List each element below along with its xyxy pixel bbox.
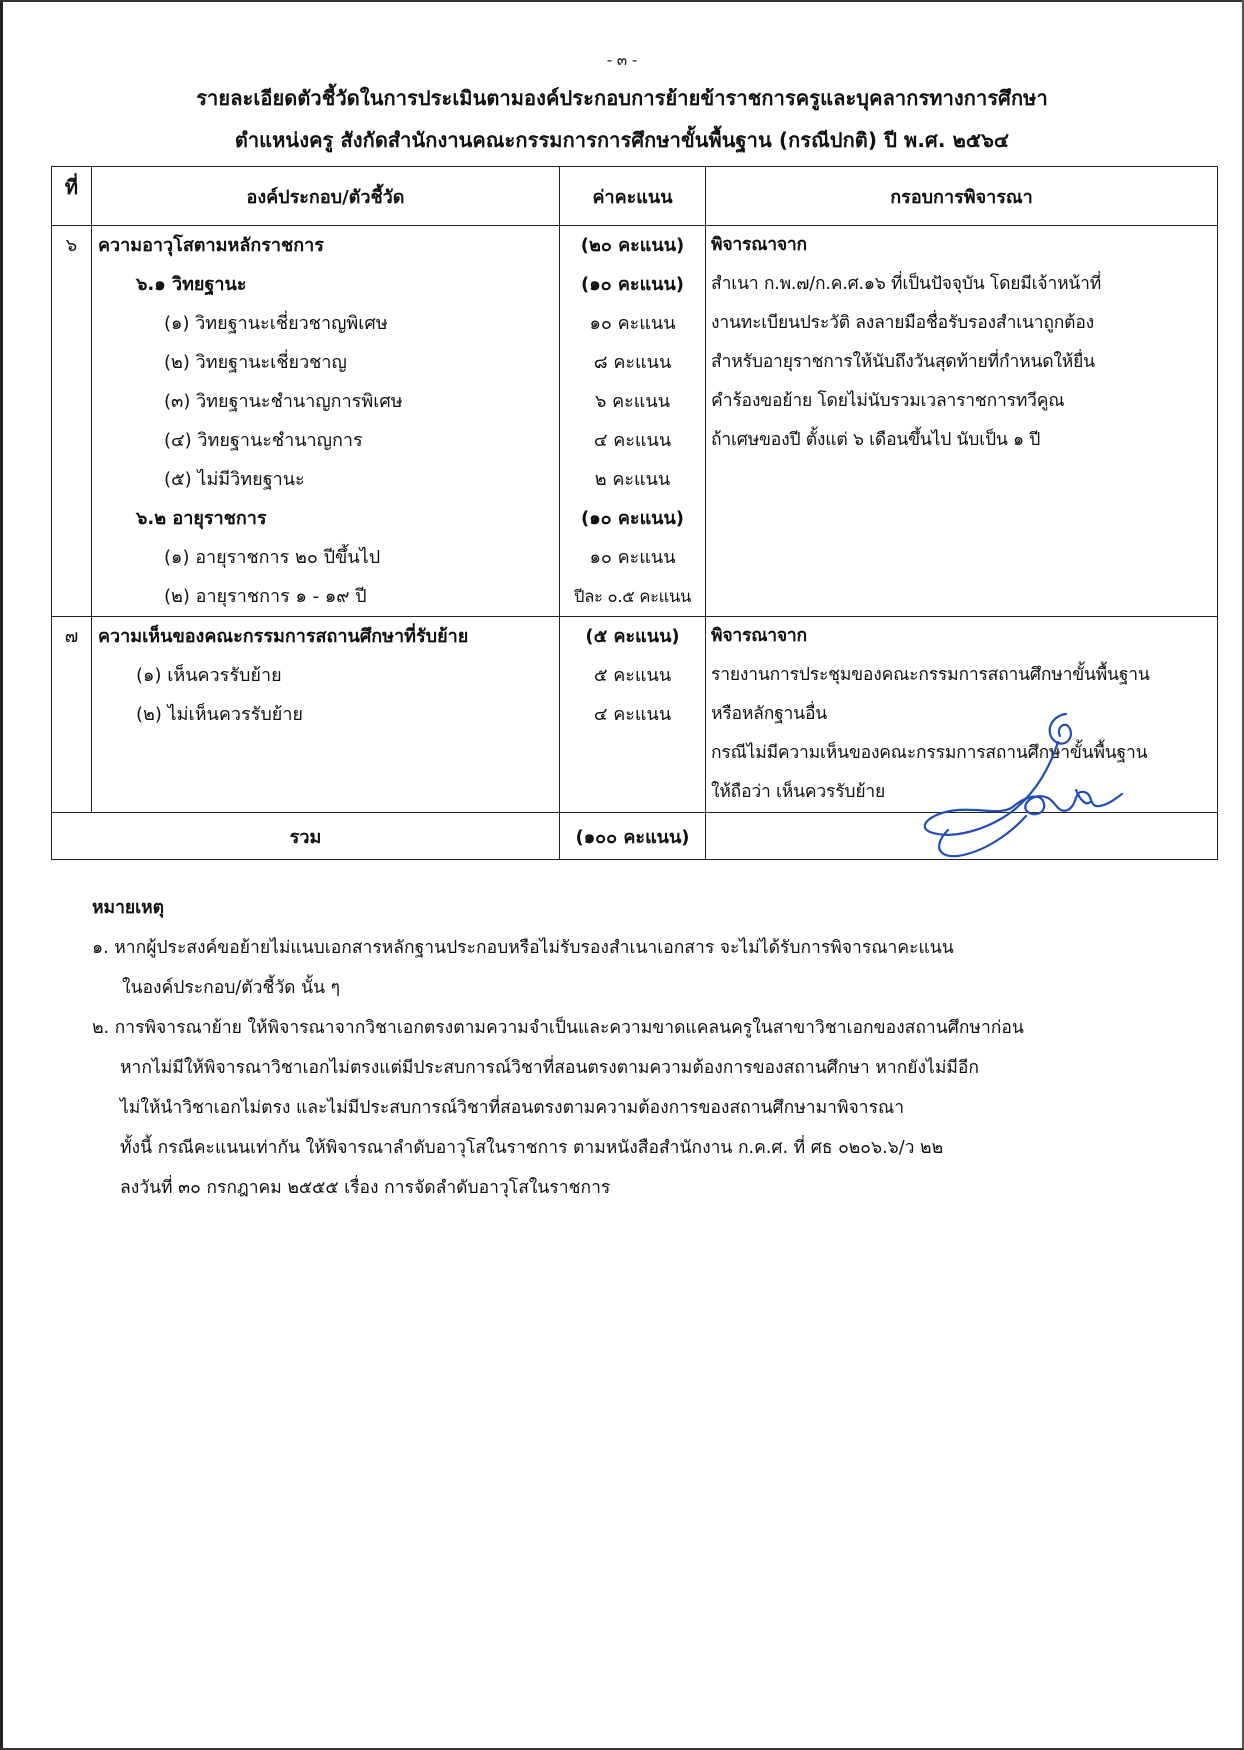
scan-edge-left [0, 0, 3, 1750]
section-7-criteria-line: รายงานการประชุมของคณะกรรมการสถานศึกษาขั้นพื้นฐาน [711, 665, 1150, 685]
section-7-component-cell [92, 617, 560, 813]
section-6-2-item: (๑) อายุราชการ ๒๐ ปีขึ้นไป [164, 547, 381, 568]
note-1-line: ในองค์ประกอบ/ตัวชี้วัด นั้น ๆ [122, 978, 340, 998]
total-label: รวม [52, 813, 560, 860]
notes-title: หมายเหตุ [92, 898, 165, 918]
header-score: ค่าคะแนน [560, 167, 706, 226]
section-7-item: (๑) เห็นควรรับย้าย [136, 665, 282, 686]
section-6-1-item-score: ๑๐ คะแนน [589, 313, 676, 334]
section-6-2-item-score: ปีละ ๐.๕ คะแนน [574, 587, 691, 606]
document-title-line-1: รายละเอียดตัวชี้วัดในการประเมินตามองค์ประกอบการย้ายข้าราชการครูและบุคลากรทางการศึกษา [196, 86, 1048, 110]
section-7-title: ความเห็นของคณะกรรมการสถานศึกษาที่รับย้าย [98, 626, 469, 647]
section-6-1-item-score: ๘ คะแนน [593, 352, 672, 373]
section-6-component-cell [92, 226, 560, 617]
section-6-2-item-score: ๑๐ คะแนน [589, 547, 676, 568]
section-6-score: (๒๐ คะแนน) [580, 235, 685, 256]
section-7-item-score: ๔ คะแนน [593, 704, 672, 725]
table-header-row [52, 167, 1218, 226]
section-6-row [52, 226, 1218, 617]
section-6-1-item: (๔) วิทยฐานะชำนาญการ [164, 430, 363, 451]
section-6-criteria-heading: พิจารณาจาก [711, 235, 807, 255]
section-6-criteria-line: ถ้าเศษของปี ตั้งแต่ ๖ เดือนขึ้นไป นับเป็น ๑ ปี [711, 430, 1041, 450]
section-7-criteria-line: กรณีไม่มีความเห็นของคณะกรรมการสถานศึกษาขั้นพื้นฐาน [711, 743, 1148, 763]
section-6-score-cell [560, 226, 706, 617]
total-score: (๑๐๐ คะแนน) [560, 813, 706, 860]
note-1-line: ๑. หากผู้ประสงค์ขอย้ายไม่แนบเอกสารหลักฐานประกอบหรือไม่รับรองสำเนาเอกสาร จะไม่ได้รับการพิจารณาคะแนน [92, 938, 954, 958]
header-number: ที่ [52, 167, 92, 226]
section-7-item: (๒) ไม่เห็นควรรับย้าย [136, 704, 303, 725]
section-6-criteria-line: สำหรับอายุราชการให้นับถึงวันสุดท้ายที่กำหนดให้ยื่น [711, 352, 1095, 372]
signature-mark [918, 706, 1128, 866]
section-6-criteria-line: งานทะเบียนประวัติ ลงลายมือชื่อรับรองสำเนาถูกต้อง [711, 313, 1094, 333]
document-title-line-2: ตำแหน่งครู สังกัดสำนักงานคณะกรรมการการศึกษาขั้นพื้นฐาน (กรณีปกติ) ปี พ.ศ. ๒๕๖๔ [234, 128, 1010, 152]
section-6-criteria-line: สำเนา ก.พ.๗/ก.ค.ศ.๑๖ ที่เป็นปัจจุบัน โดยมีเจ้าหน้าที่ [711, 274, 1102, 294]
section-6-1-item-score: ๔ คะแนน [593, 430, 672, 451]
section-6-criteria-cell [706, 226, 1218, 617]
notes-section [92, 888, 1024, 1208]
signature-stroke [925, 742, 1058, 835]
section-7-score: (๕ คะแนน) [585, 626, 680, 647]
note-2-line: ๒. การพิจารณาย้าย ให้พิจารณาจากวิชาเอกตรงตามความจำเป็นและความขาดแคลนครูในสาขาวิชาเอกของสถานศึกษาก่อน [92, 1018, 1024, 1038]
page-number: - ๓ - [606, 51, 638, 69]
section-7-item-score: ๕ คะแนน [593, 665, 672, 686]
header-criteria: กรอบการพิจารณา [706, 167, 1218, 226]
note-2-line: ไม่ให้นำวิชาเอกไม่ตรง และไม่มีประสบการณ์วิชาที่สอนตรงตามความต้องการของสถานศึกษามาพิจารณา [120, 1098, 905, 1118]
scan-edge-top [0, 0, 1244, 2]
section-6-number: ๖ [65, 235, 78, 256]
signature-stroke [1050, 714, 1071, 744]
section-7-number-cell [52, 617, 92, 813]
signature-stroke [939, 816, 1026, 856]
note-2-line: หากไม่มีให้พิจารณาวิชาเอกไม่ตรงแต่มีประสบการณ์วิชาที่สอนตรงตามความต้องการของสถานศึกษา หากยังไม่มีอีก [120, 1058, 980, 1078]
note-2-line: ลงวันที่ ๓๐ กรกฎาคม ๒๕๕๕ เรื่อง การจัดลำดับอาวุโสในราชการ [120, 1178, 611, 1198]
section-6-title: ความอาวุโสตามหลักราชการ [98, 235, 324, 256]
section-6-1-item: (๕) ไม่มีวิทยฐานะ [164, 469, 305, 490]
section-7-criteria-line: หรือหลักฐานอื่น [711, 704, 828, 724]
section-6-1-score: (๑๐ คะแนน) [580, 274, 685, 295]
section-7-number: ๗ [64, 626, 79, 647]
header-component: องค์ประกอบ/ตัวชี้วัด [92, 167, 560, 226]
section-6-2-item: (๒) อายุราชการ ๑ - ๑๙ ปี [164, 586, 367, 607]
section-7-score-cell [560, 617, 706, 813]
section-6-2-title: ๖.๒ อายุราชการ [136, 508, 267, 529]
section-6-1-item-score: ๒ คะแนน [594, 469, 671, 490]
section-6-2-score: (๑๐ คะแนน) [580, 508, 685, 529]
section-6-1-item: (๒) วิทยฐานะเชี่ยวชาญ [164, 352, 347, 373]
section-6-number-cell [52, 226, 92, 617]
section-6-1-title: ๖.๑ วิทยฐานะ [136, 274, 247, 295]
section-6-1-item: (๓) วิทยฐานะชำนาญการพิเศษ [164, 391, 403, 412]
section-7-criteria-line: ให้ถือว่า เห็นควรรับย้าย [711, 782, 886, 802]
section-6-criteria-line: คำร้องขอย้าย โดยไม่นับรวมเวลาราชการทวีคูณ [711, 391, 1065, 411]
note-2-line: ทั้งนี้ กรณีคะแนนเท่ากัน ให้พิจารณาลำดับอาวุโสในราชการ ตามหนังสือสำนักงาน ก.ค.ศ. ที่ ศธ ๐๒๐๖.๖/ว ๒๒ [120, 1138, 944, 1158]
section-6-1-item-score: ๖ คะแนน [594, 391, 671, 412]
section-7-criteria-heading: พิจารณาจาก [711, 626, 807, 646]
section-6-1-item: (๑) วิทยฐานะเชี่ยวชาญพิเศษ [164, 313, 388, 334]
signature-stroke [1048, 792, 1122, 811]
